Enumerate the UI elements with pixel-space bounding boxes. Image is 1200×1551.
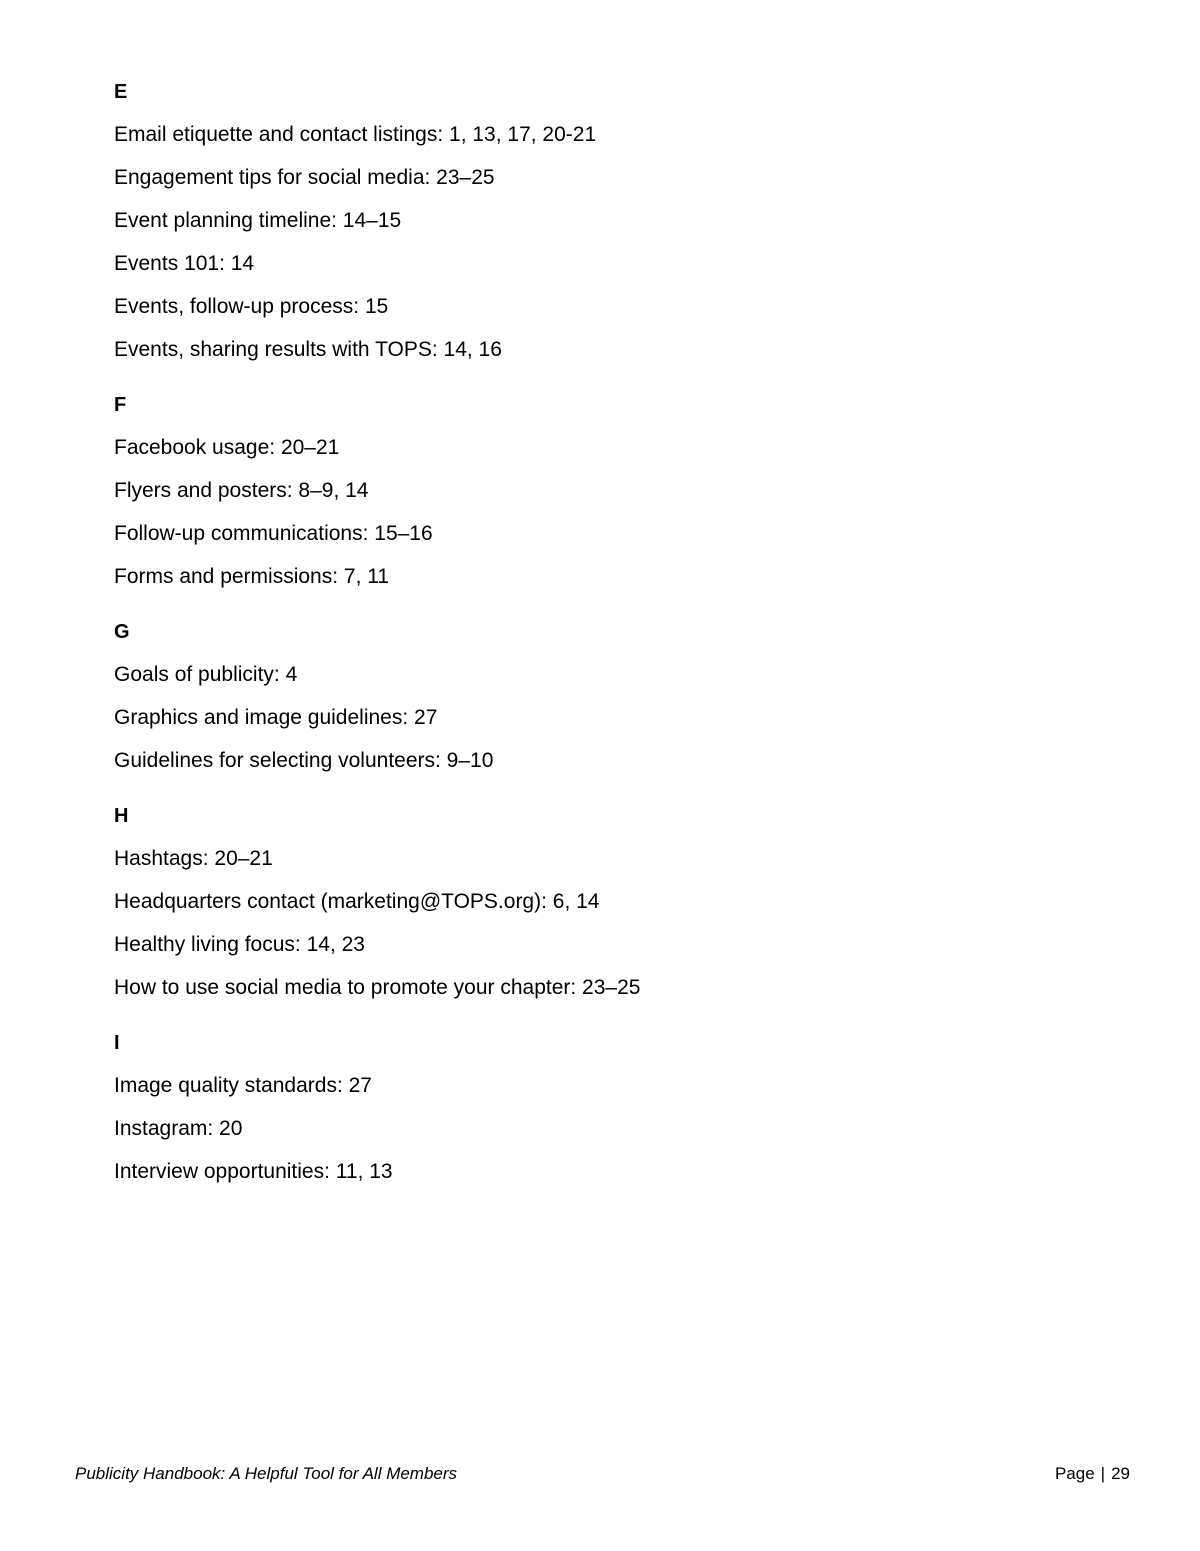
index-entry: Email etiquette and contact listings: 1, 13, 17, 20-21 (114, 123, 597, 146)
index-entry: Facebook usage: 20–21 (114, 436, 340, 459)
index-entry: Headquarters contact (marketing@TOPS.org): 6, 14 (114, 890, 600, 913)
index-entry: Image quality standards: 27 (114, 1074, 372, 1097)
index-entry: Graphics and image guidelines: 27 (114, 706, 438, 729)
section-letter: G (114, 621, 130, 643)
index-section-f (114, 391, 1114, 591)
index-entry: Hashtags: 20–21 (114, 847, 273, 870)
index-entry: Instagram: 20 (114, 1117, 243, 1140)
index-entry: Events 101: 14 (114, 252, 255, 275)
section-letter: H (114, 805, 129, 827)
section-letter: F (114, 394, 127, 416)
index-entry: Events, follow-up process: 15 (114, 295, 389, 318)
footer-separator: | (1100, 1464, 1106, 1483)
index-entry: Goals of publicity: 4 (114, 663, 298, 686)
index-section-h (114, 802, 1114, 1002)
index-entry: Healthy living focus: 14, 23 (114, 933, 365, 956)
index-entry: Flyers and posters: 8–9, 14 (114, 479, 369, 502)
footer-page-indicator (1055, 1462, 1130, 1486)
page-footer (75, 1462, 1130, 1486)
index-section-g (114, 618, 1114, 775)
section-letter: I (114, 1032, 120, 1054)
index-entry: Engagement tips for social media: 23–25 (114, 166, 495, 189)
index-entry: Guidelines for selecting volunteers: 9–10 (114, 749, 494, 772)
index-entry: Event planning timeline: 14–15 (114, 209, 402, 232)
section-letter: E (114, 81, 128, 103)
index-entry: Follow-up communications: 15–16 (114, 522, 433, 545)
footer-page-number: 29 (1111, 1464, 1130, 1483)
index-section-i (114, 1029, 1114, 1186)
index-entry: Interview opportunities: 11, 13 (114, 1160, 393, 1183)
footer-document-title: Publicity Handbook: A Helpful Tool for All Members (75, 1464, 458, 1483)
index-entry: Events, sharing results with TOPS: 14, 16 (114, 338, 502, 361)
index-entry: How to use social media to promote your chapter: 23–25 (114, 976, 641, 999)
index-section-e (114, 78, 1114, 364)
index-entry: Forms and permissions: 7, 11 (114, 565, 390, 588)
index-content (114, 78, 1114, 1201)
footer-page-label: Page (1054, 1464, 1095, 1483)
